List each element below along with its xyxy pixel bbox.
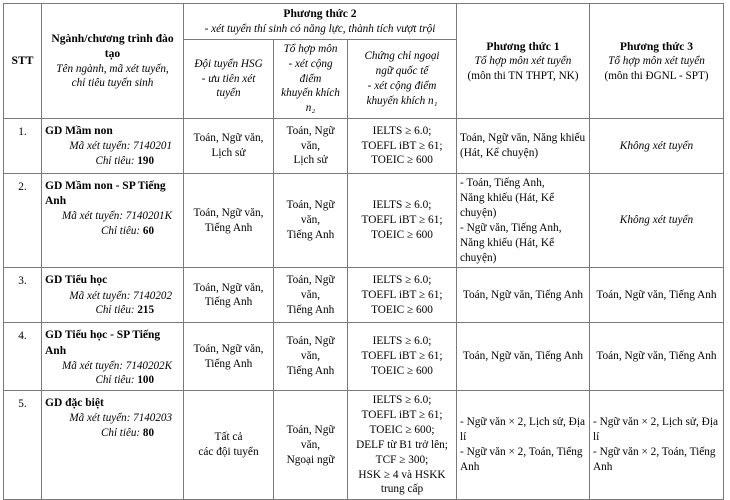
header-language-certificate-line-2: ngữ quốc tế (375, 65, 429, 78)
cell-language-certificate-line-3: TOEIC ≥ 600 (371, 229, 433, 242)
cell-stt: 2. (4, 173, 42, 267)
cell-hsg-team-line-2: Tiếng Anh (204, 296, 253, 309)
cell-method-1-line-2: (Hát, Kể chuyện) (460, 146, 539, 159)
header-method-2-subtitle: - xét tuyển thí sinh có năng lực, thành tích vượt trội (204, 23, 436, 36)
cell-language-certificate-line-2: TOEFL iBT ≥ 61; (361, 288, 443, 301)
table-row (4, 268, 724, 323)
header-method-2-title: Phương thức 2 (283, 7, 357, 20)
program-code: Mã xét tuyển: 7140202K (62, 359, 172, 372)
program-quota: Chỉ tiêu: 80 (101, 426, 154, 439)
cell-hsg-team-line-1: Toán, Ngữ văn, (193, 132, 264, 145)
cell-language-certificate (348, 268, 457, 323)
table-row (4, 323, 724, 391)
cell-language-certificate (348, 391, 457, 500)
cell-language-certificate-line-1: IELTS ≥ 6.0; (372, 274, 432, 287)
program-code: Mã xét tuyển: 7140202 (69, 289, 172, 302)
header-program-sub-2: chỉ tiêu tuyển sinh (71, 77, 154, 90)
cell-method-1 (457, 391, 590, 500)
cell-language-certificate-line-6: HSK ≥ 4 và HSKK (358, 468, 446, 481)
header-subject-combo-line-2: - xét cộng điểm (288, 57, 333, 85)
cell-subject-combo-line-1: Toán, Ngữ văn, (286, 423, 335, 451)
header-language-certificate (348, 40, 457, 119)
cell-subject-combo-line-2: Tiếng Anh (286, 303, 335, 316)
cell-method-1-line-1: Toán, Ngữ văn, Tiếng Anh (462, 288, 584, 301)
cell-hsg-team-line-1: Toán, Ngữ văn, (193, 281, 264, 294)
cell-method-1 (457, 323, 590, 391)
header-program (42, 4, 184, 119)
cell-subject-combo-line-1: Toán, Ngữ văn, (286, 335, 335, 363)
cell-method-1-line-1: Toán, Ngữ văn, Năng khiếu (460, 132, 586, 145)
cell-method-3 (590, 323, 724, 391)
cell-language-certificate-line-2: TOEFL iBT ≥ 61; (361, 139, 443, 152)
cell-method-1 (457, 118, 590, 173)
cell-language-certificate-line-1: IELTS ≥ 6.0; (372, 124, 432, 137)
header-method-1-note: (môn thi TN THPT, NK) (467, 69, 579, 82)
cell-hsg-team (184, 268, 274, 323)
program-code: Mã xét tuyển: 7140201 (69, 140, 172, 153)
cell-method-3 (590, 173, 724, 267)
cell-hsg-team-line-2: Lịch sử (211, 146, 246, 159)
program-name: GD Mầm non (45, 124, 113, 137)
cell-method-3 (590, 118, 724, 173)
program-name: GD Tiểu học - SP Tiếng Anh (45, 329, 161, 357)
cell-subject-combo (274, 173, 348, 267)
cell-subject-combo-line-2: Ngoại ngữ (286, 453, 335, 466)
cell-language-certificate-line-4: DELF từ B1 trở lên; (356, 438, 448, 451)
cell-program (42, 391, 184, 500)
cell-method-1 (457, 173, 590, 267)
cell-method-1-line-2: - Ngữ văn × 2, Toán, Tiếng Anh (460, 446, 583, 474)
cell-method-3-line-2: - Ngữ văn × 2, Toán, Tiếng Anh (593, 446, 716, 474)
cell-method-3-line-1: Không xét tuyển (619, 214, 694, 227)
header-row-1 (4, 4, 724, 40)
cell-program (42, 118, 184, 173)
cell-hsg-team (184, 118, 274, 173)
program-quota: Chỉ tiêu: 190 (95, 154, 154, 167)
cell-language-certificate-line-7: trung cấp (380, 483, 424, 496)
header-hsg-team-line-2: - ưu tiên xét (201, 72, 256, 85)
table-body (4, 118, 724, 499)
cell-language-certificate-line-3: TOEIC ≥ 600 (371, 303, 433, 316)
program-code: Mã xét tuyển: 7140203 (69, 412, 172, 425)
cell-subject-combo (274, 323, 348, 391)
cell-language-certificate-line-2: TOEFL iBT ≥ 61; (361, 408, 443, 421)
cell-hsg-team (184, 323, 274, 391)
header-language-certificate-line-4: khuyến khích n₁ (366, 94, 438, 107)
header-stt-label: STT (11, 54, 34, 68)
program-name: GD đặc biệt (45, 397, 104, 410)
cell-subject-combo (274, 118, 348, 173)
cell-language-certificate (348, 323, 457, 391)
program-quota: Chỉ tiêu: 60 (101, 224, 154, 237)
cell-method-3-line-1: Toán, Ngữ văn, Tiếng Anh (596, 288, 717, 301)
cell-stt: 4. (4, 323, 42, 391)
header-method-3-subtitle: Tổ hợp môn xét tuyển (608, 54, 705, 67)
cell-language-certificate-line-3: TOEIC ≥ 600 (371, 154, 433, 167)
table-row (4, 391, 724, 500)
header-program-sub-1: Tên ngành, mã xét tuyển, (56, 62, 169, 75)
cell-stt: 3. (4, 268, 42, 323)
cell-subject-combo-line-1: Toán, Ngữ văn, (286, 124, 335, 152)
cell-program (42, 173, 184, 267)
cell-method-1-line-4: Năng khiếu (Hát, Kể chuyện) (460, 236, 555, 264)
header-subject-combo-line-1: Tổ hợp môn (283, 43, 338, 56)
cell-method-3-line-1: Toán, Ngữ văn, Tiếng Anh (596, 350, 717, 363)
cell-hsg-team-line-2: Tiếng Anh (204, 221, 253, 234)
cell-method-1-line-1: - Toán, Tiếng Anh, (460, 176, 545, 189)
cell-method-1-line-3: - Ngữ văn, Tiếng Anh, (460, 221, 562, 234)
cell-method-3 (590, 391, 724, 500)
cell-subject-combo (274, 391, 348, 500)
cell-method-1 (457, 268, 590, 323)
cell-subject-combo-line-2: Lịch sử (293, 154, 328, 167)
header-hsg-team (184, 40, 274, 119)
program-name: GD Tiểu học (45, 274, 108, 287)
cell-subject-combo (274, 268, 348, 323)
cell-hsg-team-line-2: các đội tuyển (198, 446, 259, 459)
cell-language-certificate-line-1: IELTS ≥ 6.0; (372, 335, 432, 348)
cell-hsg-team-line-2: Tiếng Anh (204, 357, 253, 370)
cell-hsg-team-line-1: Toán, Ngữ văn, (193, 206, 264, 219)
program-quota: Chỉ tiêu: 100 (95, 374, 154, 387)
cell-method-3-line-1: Không xét tuyển (619, 139, 694, 152)
cell-hsg-team (184, 391, 274, 500)
header-stt (4, 4, 42, 119)
cell-hsg-team-line-1: Tất cả (214, 431, 243, 444)
cell-language-certificate (348, 173, 457, 267)
table-header (4, 4, 724, 119)
cell-stt: 5. (4, 391, 42, 500)
cell-language-certificate-line-1: IELTS ≥ 6.0; (372, 394, 432, 407)
header-method-2 (184, 4, 457, 40)
program-quota: Chỉ tiêu: 215 (95, 304, 154, 317)
header-subject-combo (274, 40, 348, 119)
header-method-1-subtitle: Tổ hợp môn xét tuyển (474, 54, 572, 67)
header-method-3-note: (môn thi ĐGNL - SPT) (604, 69, 709, 82)
program-name: GD Mầm non - SP Tiếng Anh (45, 179, 166, 208)
cell-program (42, 323, 184, 391)
header-method-1 (457, 4, 590, 119)
table-row (4, 118, 724, 173)
header-hsg-team-line-3: tuyển (216, 87, 241, 100)
cell-language-certificate-line-1: IELTS ≥ 6.0; (372, 199, 432, 212)
header-program-title: Ngành/chương trình đào tạo (51, 31, 174, 61)
cell-language-certificate (348, 118, 457, 173)
cell-stt: 1. (4, 118, 42, 173)
cell-language-certificate-line-2: TOEFL iBT ≥ 61; (361, 214, 443, 227)
cell-program (42, 268, 184, 323)
cell-method-1-line-1: - Ngữ văn × 2, Lịch sử, Địa lí (460, 416, 585, 444)
header-method-3-title: Phương thức 3 (619, 39, 694, 53)
cell-hsg-team (184, 173, 274, 267)
header-language-certificate-line-3: - xét cộng điểm (367, 80, 437, 93)
cell-subject-combo-line-2: Tiếng Anh (286, 365, 335, 378)
header-language-certificate-line-1: Chứng chỉ ngoại (364, 50, 440, 63)
cell-subject-combo-line-2: Tiếng Anh (286, 229, 335, 242)
header-method-3 (590, 4, 724, 119)
admission-table (3, 3, 724, 500)
table-row (4, 173, 724, 267)
cell-subject-combo-line-1: Toán, Ngữ văn, (286, 274, 335, 301)
cell-hsg-team-line-1: Toán, Ngữ văn, (193, 342, 264, 355)
cell-language-certificate-line-2: TOEFL iBT ≥ 61; (361, 350, 443, 363)
cell-method-3 (590, 268, 724, 323)
cell-language-certificate-line-3: TOEIC ≥ 600; (369, 423, 435, 436)
cell-subject-combo-line-1: Toán, Ngữ văn, (286, 199, 335, 227)
cell-method-3-line-1: - Ngữ văn × 2, Lịch sử, Địa lí (593, 416, 718, 444)
cell-language-certificate-line-5: TCF ≥ 300; (375, 453, 429, 466)
cell-method-1-line-1: Toán, Ngữ văn, Tiếng Anh (462, 350, 584, 363)
program-code: Mã xét tuyển: 7140201K (62, 210, 172, 223)
header-method-1-title: Phương thức 1 (486, 39, 560, 53)
header-subject-combo-line-3: khuyến khích n₂ (281, 87, 340, 115)
cell-method-1-line-2: Năng khiếu (Hát, Kể chuyện) (460, 191, 555, 219)
header-hsg-team-line-1: Đội tuyển HSG (194, 57, 263, 70)
cell-language-certificate-line-3: TOEIC ≥ 600 (371, 365, 433, 378)
